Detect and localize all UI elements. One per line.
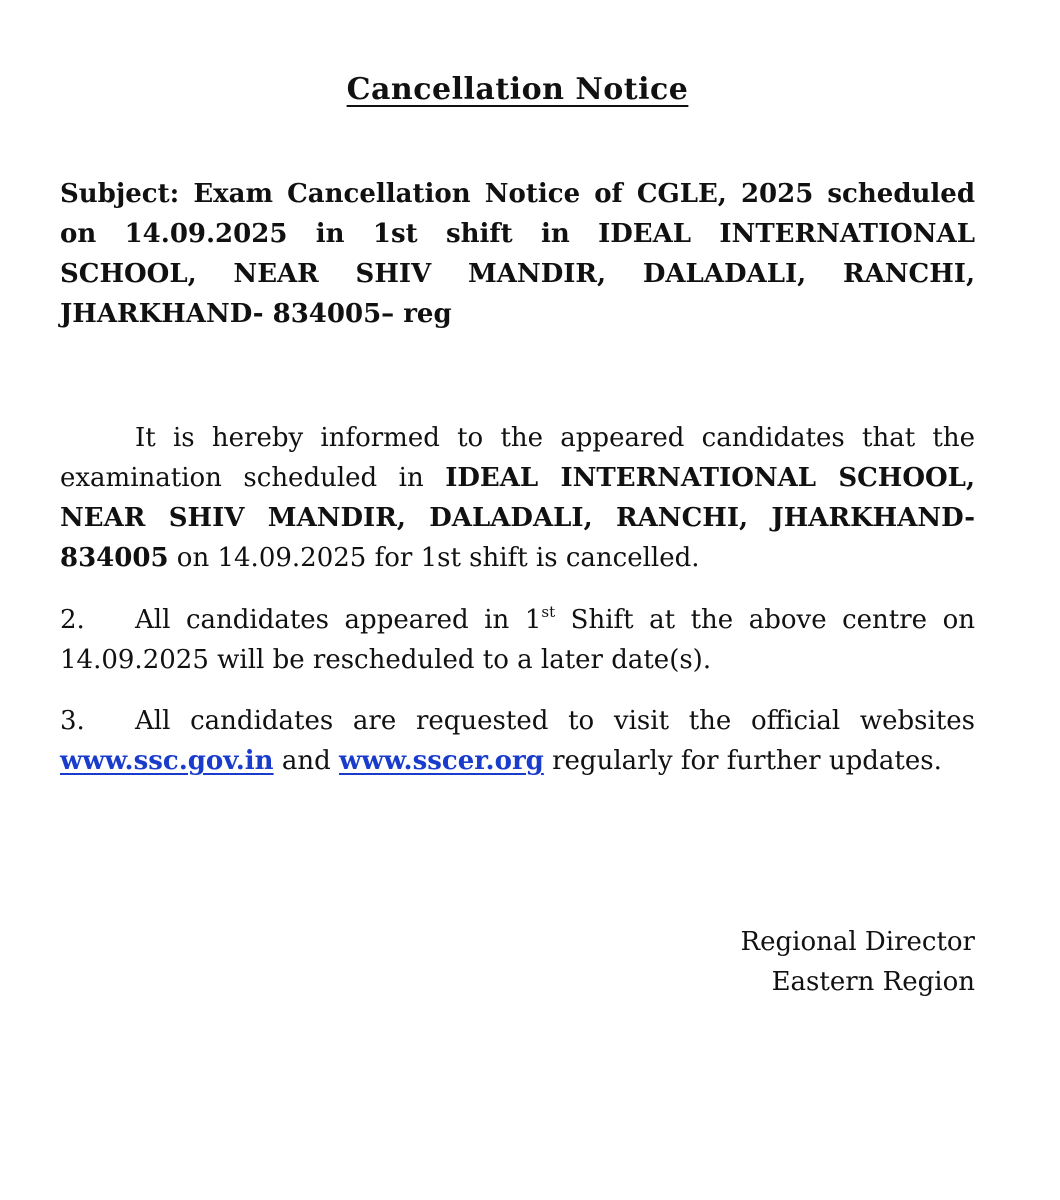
notice-title [0, 72, 1035, 107]
notice-title-text: Cancellation Notice [346, 72, 689, 107]
paragraph-3-text-after: regularly for further updates. [543, 746, 942, 776]
paragraph-3-number: 3. [60, 706, 85, 736]
signature-block [741, 922, 975, 1002]
paragraph-2 [60, 600, 975, 680]
paragraph-3-text-before: All candidates are requested to visit the official websites [135, 706, 975, 736]
ssc-website-link[interactable]: www.ssc.gov.in [60, 746, 274, 776]
signature-designation: Regional Director [740, 927, 975, 957]
paragraph-1-text-before: It is hereby informed to the appeared candidates that the examination scheduled in [60, 423, 975, 493]
paragraph-3-connector: and [273, 746, 340, 776]
paragraph-3 [60, 701, 975, 781]
paragraph-1 [60, 418, 975, 578]
paragraph-1-text-after: on 14.09.2025 for 1st shift is cancelled. [168, 543, 700, 573]
signature-region: Eastern Region [771, 967, 975, 997]
paragraph-2-number: 2. [60, 605, 85, 635]
paragraph-2-text-before: All candidates appeared in 1 [135, 605, 542, 635]
paragraph-1-venue: IDEAL INTERNATIONAL SCHOOL, NEAR SHIV MANDIR, DALADALI, RANCHI, JHARKHAND- 834005 [60, 463, 975, 573]
paragraph-2-superscript: st [541, 603, 556, 621]
paragraph-2-text-after: Shift at the above centre on 14.09.2025 will be rescheduled to a later date(s). [60, 605, 976, 675]
subject-line: Subject: Exam Cancellation Notice of CGLE, 2025 scheduled on 14.09.2025 in 1st shift in IDEAL INTERNATIONAL SCHOOL, NEAR SHIV MANDIR, DALADALI, RANCHI, JHARKHAND- 834005– reg [60, 179, 975, 329]
sscer-website-link[interactable]: www.sscer.org [339, 746, 544, 776]
